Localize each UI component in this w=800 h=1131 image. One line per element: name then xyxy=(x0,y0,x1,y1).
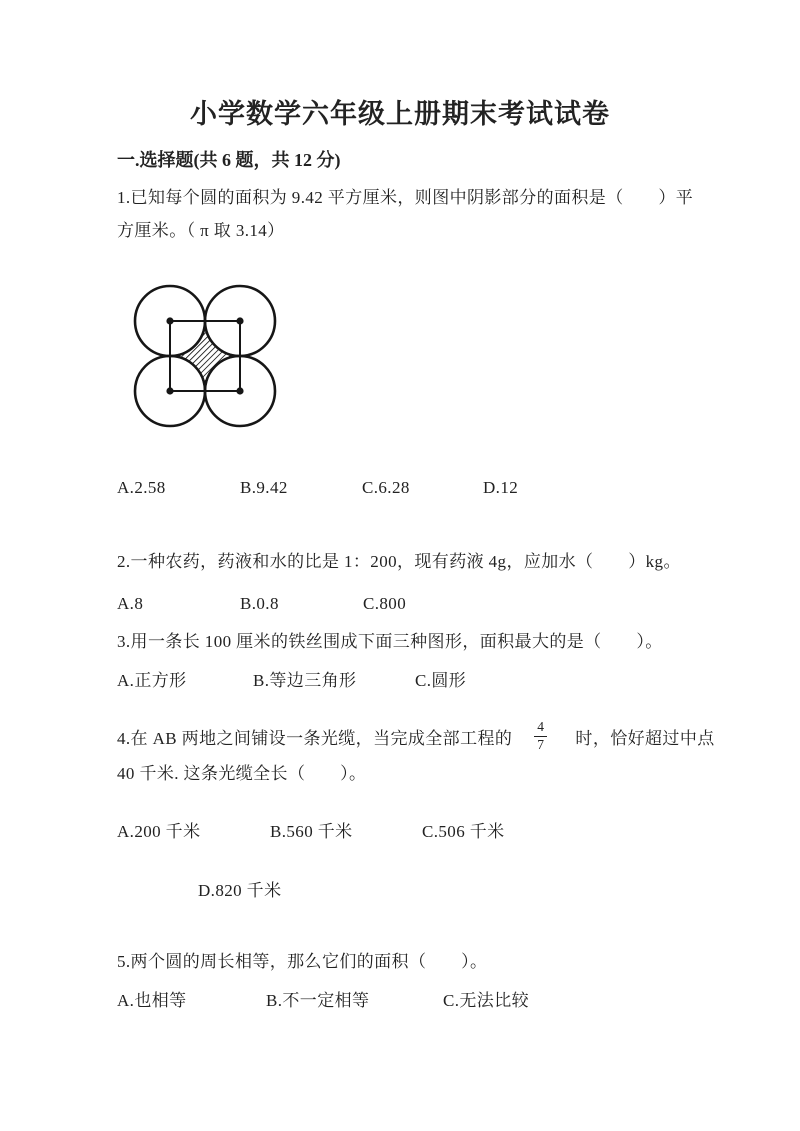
corner-dot-bottom-left xyxy=(166,387,173,394)
question-3-option-b: B.等边三角形 xyxy=(253,671,357,690)
fraction-denominator: 7 xyxy=(534,736,547,753)
question-3-options-row xyxy=(0,669,800,693)
fraction-four-sevenths xyxy=(534,719,547,752)
question-1-figure xyxy=(130,283,280,433)
question-2-text: 2.一种农药，药液和水的比是 1：200，现有药液 4g，应加水（ ）kg。 xyxy=(117,552,681,571)
question-5-option-c: C.无法比较 xyxy=(443,991,529,1010)
question-4-option-a: A.200 千米 xyxy=(117,822,201,841)
question-3-text: 3.用一条长 100 厘米的铁丝围成下面三种图形，面积最大的是（ ）。 xyxy=(117,632,663,651)
question-4-text-line-2: 40 千米. 这条光缆全长（ ）。 xyxy=(117,764,367,783)
question-3-option-c: C.圆形 xyxy=(415,671,467,690)
question-4-option-c: C.506 千米 xyxy=(422,822,505,841)
shaded-center-region xyxy=(170,321,240,391)
question-1-text-line-1: 1.已知每个圆的面积为 9.42 平方厘米，则图中阴影部分的面积是（ ）平 xyxy=(117,188,694,207)
question-4-text-suffix: 时，恰好超过中点 xyxy=(575,728,715,748)
question-2-option-b: B.0.8 xyxy=(240,594,279,613)
four-tangent-circles-figure xyxy=(130,283,280,433)
question-1-options-row xyxy=(0,476,800,500)
question-4-text-line-1 xyxy=(117,716,715,756)
question-2-option-a: A.8 xyxy=(117,594,144,613)
question-4-option-d: D.820 千米 xyxy=(198,881,282,900)
corner-dot-top-left xyxy=(166,317,173,324)
section-heading: 一.选择题(共 6 题，共 12 分) xyxy=(117,150,341,170)
question-5-option-a: A.也相等 xyxy=(117,991,187,1010)
question-1-option-b: B.9.42 xyxy=(240,478,288,497)
corner-dot-top-right xyxy=(236,317,243,324)
page-title: 小学数学六年级上册期末考试试卷 xyxy=(190,99,610,129)
question-3-option-a: A.正方形 xyxy=(117,671,187,690)
question-2-options-row xyxy=(0,592,800,616)
fraction-numerator: 4 xyxy=(537,719,545,735)
question-1-text-line-2: 方厘米。（ π 取 3.14） xyxy=(117,221,285,240)
question-1-option-a: A.2.58 xyxy=(117,478,166,497)
question-4-text-prefix: 4.在 AB 两地之间铺设一条光缆，当完成全部工程的 xyxy=(117,728,513,748)
question-2-option-c: C.800 xyxy=(363,594,407,613)
question-1-option-c: C.6.28 xyxy=(362,478,410,497)
question-4-options-row xyxy=(0,820,800,844)
question-1-option-d: D.12 xyxy=(483,478,519,497)
question-5-text: 5.两个圆的周长相等，那么它们的面积（ ）。 xyxy=(117,952,488,971)
question-5-options-row xyxy=(0,989,800,1013)
question-5-option-b: B.不一定相等 xyxy=(266,991,370,1010)
corner-dot-bottom-right xyxy=(236,387,243,394)
question-4-option-b: B.560 千米 xyxy=(270,822,353,841)
